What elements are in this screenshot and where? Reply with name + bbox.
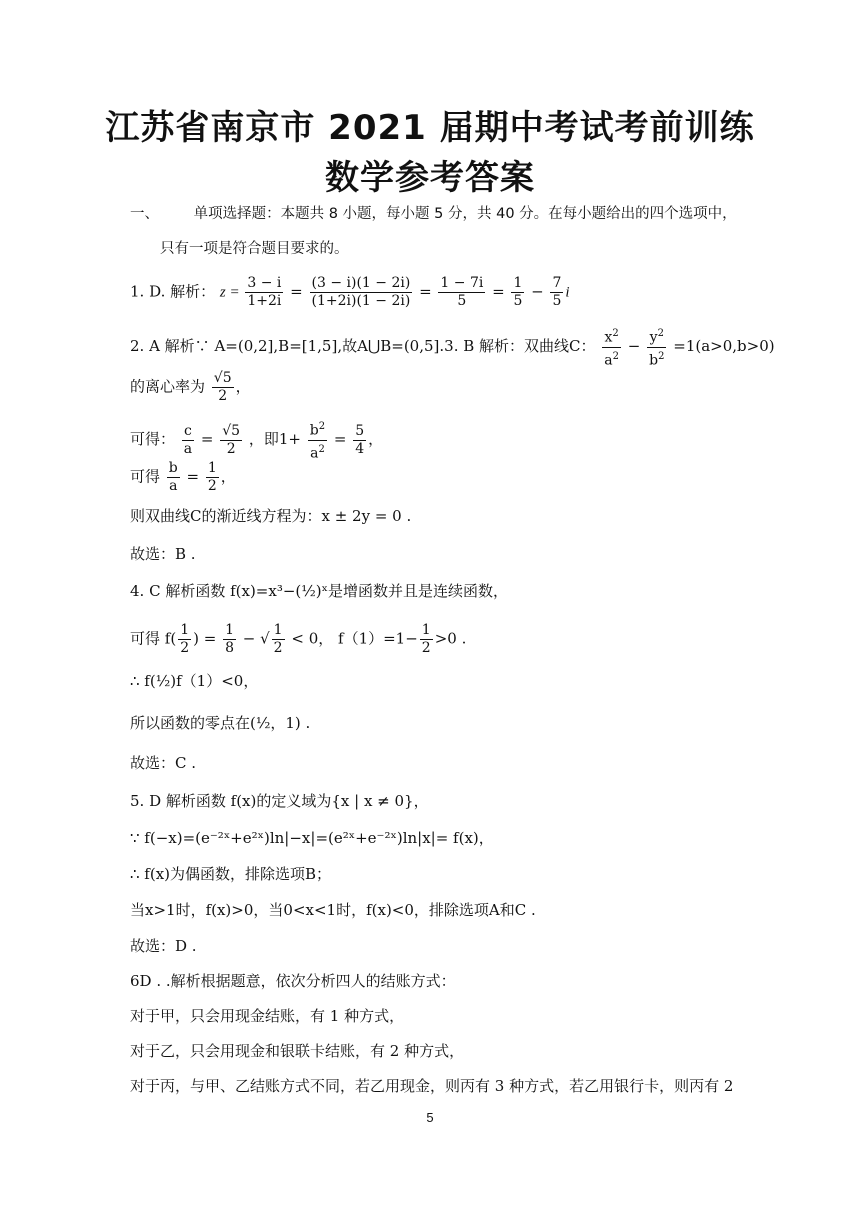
q1-label: 1. D. 解析： [130, 282, 216, 301]
q6-line3: 对于乙，只会用现金和银联卡结账，有 2 种方式， [130, 1042, 465, 1060]
section-text-2: 只有一项是符合题目要求的。 [160, 241, 349, 257]
q2-line: 2. A 解析∵ A=(0,2],B=[1,5],故A⋃B=(0,5].3. B 解析：双曲线C： $\frac{x^2}{a^2}$ − $\frac{y^2}{b^2}$ =1(a>0,b>0) [130, 325, 775, 369]
q4-head: 4. C 解析函数 f(x)=x³−(½)ˣ是增函数并且是连续函数， [130, 582, 509, 600]
q5-line4: 当x>1时，f(x)>0，当0<x<1时，f(x)<0，排除选项A和C . [130, 901, 536, 919]
q6-line2: 对于甲，只会用现金结账，有 1 种方式， [130, 1007, 405, 1025]
q4-l2a: 可得 f( [130, 629, 177, 648]
q3-asymptote: 则双曲线C的渐近线方程为：x ± 2y = 0 . [130, 507, 412, 525]
q3-ecc: 的离心率为 [130, 377, 206, 396]
q4-l2b: f（1）=1− [338, 629, 418, 648]
q5-head: 5. D 解析函数 f(x)的定义域为{x | x ≠ 0}， [130, 792, 429, 810]
q3-get1-mid: ，即1+ [248, 430, 301, 449]
q3-get2-line: 可得 $\frac{b}{a}$ = $\frac{1}{2}$ ， [130, 460, 236, 494]
q5-line3: ∴ f(x)为偶函数，排除选项B； [130, 865, 332, 883]
q6-head: 6D . .解析根据题意，依次分析四人的结账方式： [130, 972, 456, 990]
q3-get2: 可得 [130, 467, 161, 486]
q3-get1: 可得： [130, 430, 176, 449]
section-heading [130, 203, 737, 225]
q1-line: 1. D. 解析： z = $\frac{3 - i}{1+2i}$ = $\frac{(3 - i)(1 - 2i)}{(1+2i)(1 - 2i)}$ = $\frac{1 - 7i}{5}$ = $\frac{1}{5}$ − $\frac{7}{5}$ i [130, 275, 570, 309]
q4-line3: ∴ f(½)f（1）<0， [130, 672, 259, 690]
title-line-1: 江苏省南京市 2021 届期中考试考前训练 [105, 108, 755, 148]
q5-answer: 故选：D . [130, 937, 197, 955]
q4-line2: 可得 f( $\frac{1}{2}$ ) = $\frac{1}{8}$ − √ $\frac{1}{2}$ < 0， f（1）=1− $\frac{1}{2}$ >0 . [130, 622, 467, 656]
title-line-2: 数学参考答案 [325, 158, 535, 198]
q3-get1-line: 可得： $\frac{c}{a}$ = $\frac{√5}{2}$ ，即1+ $\frac{b^2}{a^2}$ = $\frac{5}{4}$ ， [130, 418, 383, 462]
q2-tail: =1(a>0,b>0) [673, 337, 775, 356]
q4-answer: 故选：C . [130, 754, 197, 772]
q4-line4: 所以函数的零点在(½，1) . [130, 714, 311, 732]
q4-l2c: >0 . [434, 629, 467, 648]
q2-label: 2. A 解析∵ A=(0,2],B=[1,5],故A⋃B=(0,5].3. B 解析：双曲线C： [130, 337, 596, 356]
page-number: 5 [426, 1110, 434, 1125]
section-text: 单项选择题：本题共 8 小题，每小题 5 分，共 40 分。在每小题给出的四个选项中， [193, 206, 737, 222]
q3-ecc-line: 的离心率为 $\frac{√5}{2}$ ， [130, 370, 251, 404]
section-number: 一、 [130, 206, 159, 222]
q6-line4: 对于丙，与甲、乙结账方式不同，若乙用现金，则丙有 3 种方式，若乙用银行卡，则丙有 2 [130, 1077, 734, 1095]
q3-answer: 故选：B . [130, 545, 196, 563]
q5-line2: ∵ f(−x)=(e⁻²ˣ+e²ˣ)ln|−x|=(e²ˣ+e⁻²ˣ)ln|x|= f(x)， [130, 829, 494, 847]
